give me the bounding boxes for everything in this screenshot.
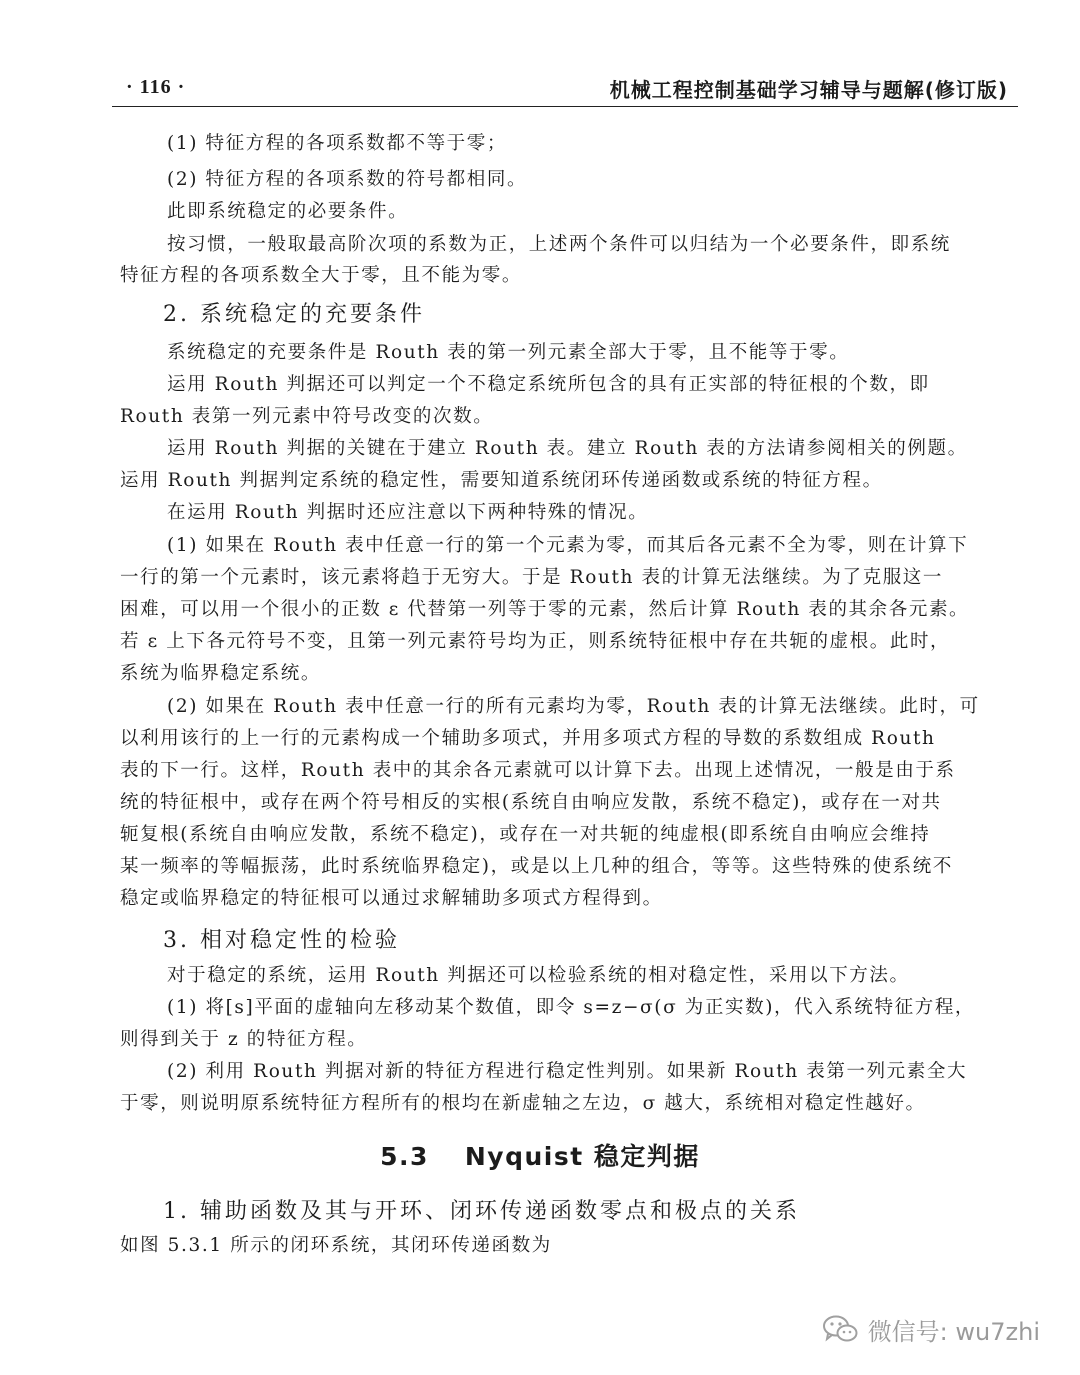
section-heading-3: 3. 相对稳定性的检验 (163, 928, 400, 953)
body-line: 运用 Routh 判据还可以判定一个不稳定系统所包含的具有正实部的特征根的个数，即 (167, 374, 930, 395)
body-line: 统的特征根中，或存在两个符号相反的实根(系统自由响应发散，系统不稳定)，或存在一对共 (120, 792, 942, 813)
body-line: 特征方程的各项系数全大于零，且不能为零。 (120, 265, 523, 286)
body-line: 以利用该行的上一行的元素构成一个辅助多项式，并用多项式方程的导数的系数组成 Routh (120, 728, 936, 749)
page-header (112, 72, 1018, 106)
body-line: 如图 5.3.1 所示的闭环系统，其闭环传递函数为 (120, 1235, 552, 1256)
body-line: (2) 如果在 Routh 表中任意一行的所有元素均为零，Routh 表的计算无法继续。此时，可 (167, 696, 980, 717)
chapter-heading (0, 1137, 1080, 1173)
body-line: 运用 Routh 判据判定系统的稳定性，需要知道系统闭环传递函数或系统的特征方程。 (120, 470, 883, 491)
body-line: 轭复根(系统自由响应发散，系统不稳定)，或存在一对共轭的纯虚根(即系统自由响应会维持 (120, 824, 931, 845)
section-heading-2: 2. 系统稳定的充要条件 (163, 302, 425, 327)
body-line: 此即系统稳定的必要条件。 (167, 201, 409, 222)
body-line: (1) 特征方程的各项系数都不等于零； (167, 133, 507, 154)
body-line: (1) 将[s]平面的虚轴向左移动某个数值，即令 s=z−σ(σ 为正实数)，代入系统特征方程， (167, 997, 976, 1018)
body-line: 于零，则说明原系统特征方程所有的根均在新虚轴之左边，σ 越大，系统相对稳定性越好。 (120, 1093, 926, 1114)
wechat-watermark (822, 1314, 1040, 1344)
body-line: 一行的第一个元素时，该元素将趋于无穷大。于是 Routh 表的计算无法继续。为了克服这一 (120, 567, 943, 588)
section-heading-1: 1. 辅助函数及其与开环、闭环传递函数零点和极点的关系 (163, 1199, 800, 1224)
chapter-number: 5.3 (380, 1142, 429, 1171)
body-line: 稳定或临界稳定的特征根可以通过求解辅助多项式方程得到。 (120, 888, 663, 909)
wechat-icon (822, 1315, 858, 1343)
body-line: 对于稳定的系统，运用 Routh 判据还可以检验系统的相对稳定性，采用以下方法。 (167, 965, 910, 986)
body-line: 某一频率的等幅振荡，此时系统临界稳定)，或是以上几种的组合，等等。这些特殊的使系统不 (120, 856, 953, 877)
body-line: 则得到关于 z 的特征方程。 (120, 1029, 368, 1050)
book-title: 机械工程控制基础学习辅导与题解(修订版) (609, 78, 1008, 102)
body-line: Routh 表第一列元素中符号改变的次数。 (120, 406, 494, 427)
body-line: 表的下一行。这样，Routh 表中的其余各元素就可以计算下去。出现上述情况，一般是由于系 (120, 760, 956, 781)
body-line: 系统为临界稳定系统。 (120, 663, 322, 684)
header-rule (112, 106, 1018, 107)
body-line: (2) 利用 Routh 判据对新的特征方程进行稳定性判别。如果新 Routh 表第一列元素全大 (167, 1061, 968, 1082)
body-line: 在运用 Routh 判据时还应注意以下两种特殊的情况。 (167, 502, 649, 523)
page-number: · 116 · (126, 76, 186, 98)
chapter-title: Nyquist 稳定判据 (464, 1142, 700, 1171)
body-line: 系统稳定的充要条件是 Routh 表的第一列元素全部大于零，且不能等于零。 (167, 342, 850, 363)
body-line: 若 ε 上下各元符号不变，且第一列元素符号均为正，则系统特征根中存在共轭的虚根。此时， (120, 631, 951, 652)
body-line: 按习惯，一般取最高阶次项的系数为正，上述两个条件可以归结为一个必要条件，即系统 (167, 234, 951, 255)
body-line: (2) 特征方程的各项系数的符号都相同。 (167, 169, 528, 190)
body-line: 困难，可以用一个很小的正数 ε 代替第一列等于零的元素，然后计算 Routh 表的其余各元素。 (120, 599, 970, 620)
watermark-text: 微信号: wu7zhi (867, 1317, 1040, 1346)
body-line: (1) 如果在 Routh 表中任意一行的第一个元素为零，而其后各元素不全为零，则在计算下 (167, 535, 969, 556)
body-line: 运用 Routh 判据的关键在于建立 Routh 表。建立 Routh 表的方法请参阅相关的例题。 (167, 438, 968, 459)
